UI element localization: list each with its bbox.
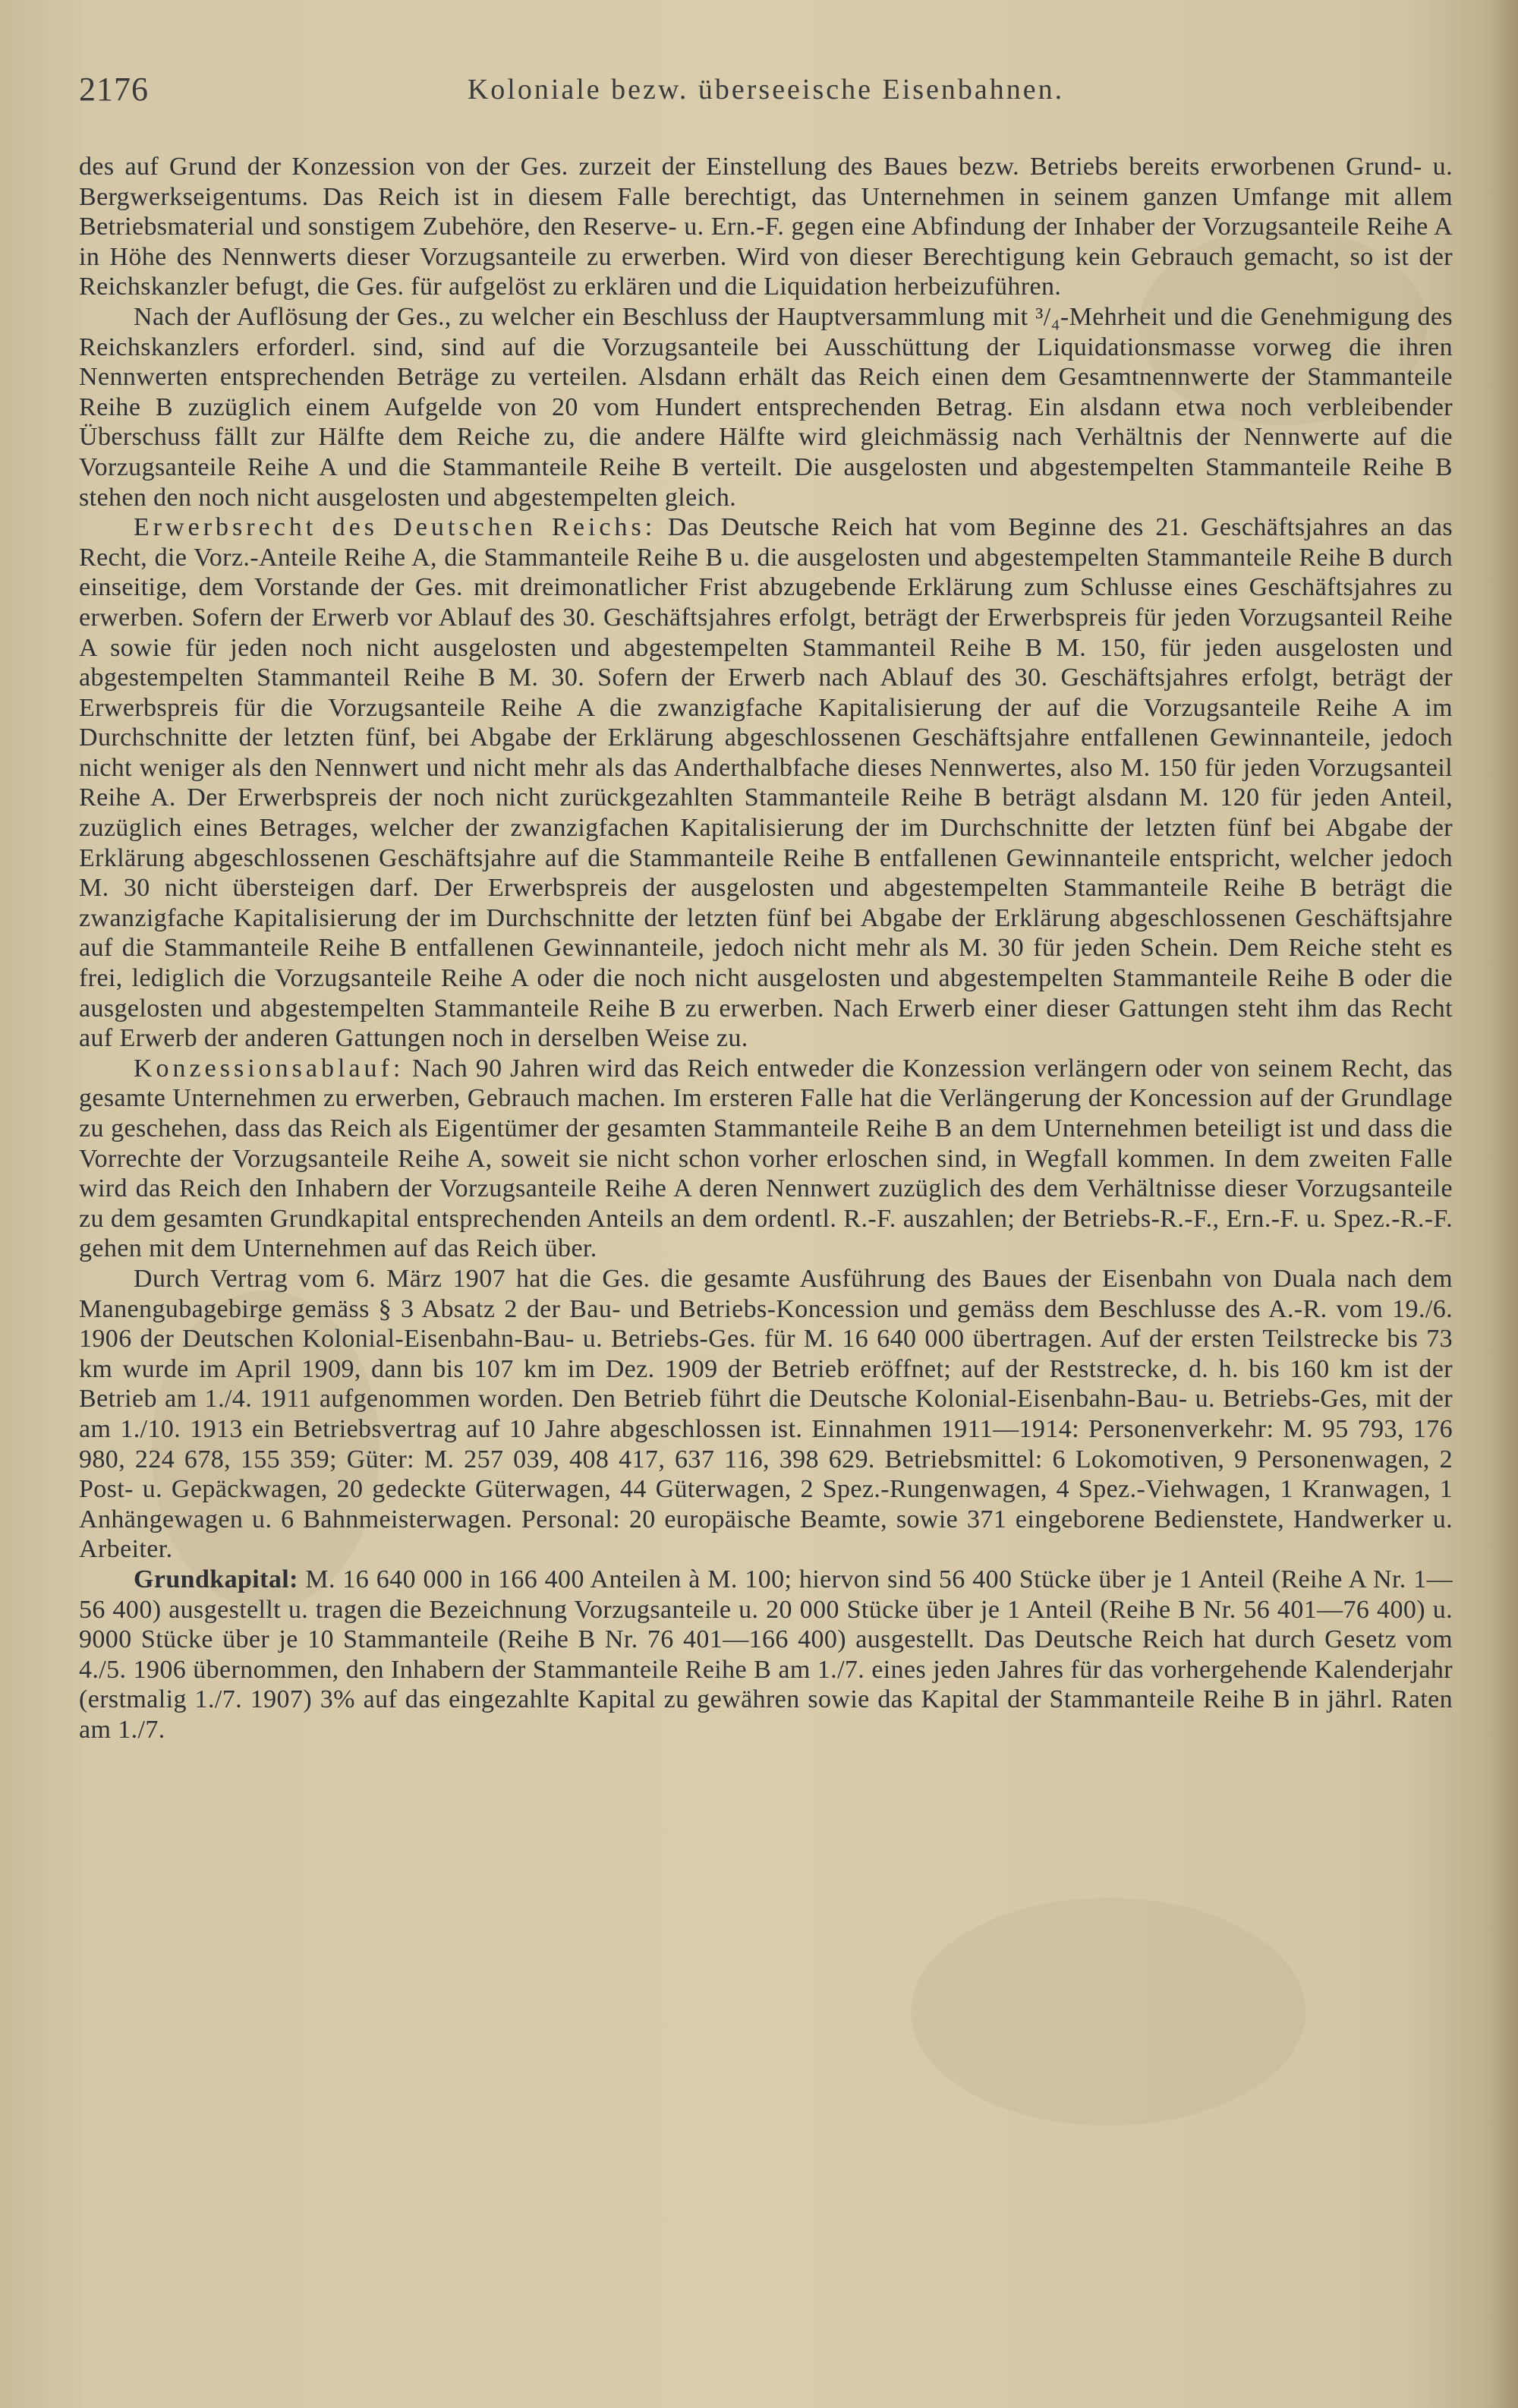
page-number: 2176	[79, 71, 149, 108]
section-heading-erwerbsrecht: Erwerbsrecht des Deutschen Reichs:	[134, 513, 657, 542]
paragraph-4	[79, 1054, 1453, 1264]
paragraph-6	[79, 1565, 1453, 1745]
paragraph-3-text: Das Deutsche Reich hat vom Beginne des 21. Geschäftsjahres an das Recht, die Vorz.-Anteile Reihe A, die Stammanteile Reihe B u. die ausgelosten und abgestempelten Stammanteile Reihe B durch einseitige, dem Vorstande der Ges. mit dreimonatlicher Frist abzugebende Erklärung zum Schlusse eines Geschäftsjahres zu erwerben. Sofern der Erwerb vor Ablauf des 30. Geschäftsjahres erfolgt, beträgt der Erwerbspreis für jeden Vorzugsanteil Reihe A sowie für jeden noch nicht ausgelosten und abgestempelten Stammanteil Reihe B M. 150, für jeden ausgelosten und abgestempelten Stammanteil Reihe B M. 30. Sofern der Erwerb nach Ablauf des 30. Geschäftsjahres erfolgt, beträgt der Erwerbspreis für die Vorzugsanteile Reihe A die zwanzigfache Kapitalisierung der auf die Vorzugsanteile Reihe A im Durchschnitte der letzten fünf, bei Abgabe der Erklärung abgeschlossenen Geschäftsjahre entfallenen Gewinnanteile, jedoch nicht weniger als den Nennwert und nicht mehr als das Anderthalbfache dieses Nennwertes, also M. 150 für jeden Vorzugsanteil Reihe A. Der Erwerbspreis der noch nicht zurückgezahlten Stammanteile Reihe B beträgt alsdann M. 120 für jeden Anteil, zuzüglich eines Betrages, welcher der zwanzigfachen Kapitalisierung der im Durchschnitte der letzten fünf bei Abgabe der Erklärung abgeschlossenen Geschäftsjahre auf die Stammanteile Reihe B entfallenen Gewinnanteile entspricht, welcher jedoch M. 30 nicht übersteigen darf. Der Erwerbspreis der ausgelosten und abgestempelten Stammanteile Reihe B beträgt die zwanzigfache Kapitalisierung der im Durchschnitte der letzten fünf bei Abgabe der Erklärung abgeschlossenen Geschäftsjahre auf die Stammanteile Reihe B entfallenen Gewinnanteile, jedoch nicht mehr als M. 30 für jeden Schein. Dem Reiche steht es frei, lediglich die Vorzugsanteile Reihe A oder die noch nicht ausgelosten und abgestempelten Stammanteile Reihe B oder die ausgelosten und abgestempelten Stammanteile Reihe B zu erwerben. Nach Erwerb einer dieser Gattungen steht ihm das Recht auf Erwerb der anderen Gattungen noch in derselben Weise zu.	[79, 513, 1453, 1053]
page-edge-shadow	[1488, 0, 1518, 2408]
page-header	[79, 70, 1453, 118]
paragraph-4-text: Nach 90 Jahren wird das Reich entweder die Konzession verlängern oder von seinem Recht, das gesamte Unternehmen zu erwerben, Gebrauch machen. Im ersteren Falle hat die Verlängerung der Koncession auf der Grundlage zu geschehen, dass das Reich als Eigentümer der gesamten Stammanteile Reihe B an dem Unternehmen beteiligt ist und dass die Vorrechte der Vorzugsanteile Reihe A, soweit sie nicht schon vorher erloschen sind, in Wegfall kommen. In dem zweiten Falle wird das Reich den Inhabern der Vorzugsanteile Reihe A deren Nennwert zuzüglich des dem Verhältnisse dieser Vorzugsanteile zu dem gesamten Grundkapital entsprechenden Anteils an dem ordentl. R.-F. auszahlen; der Betriebs-R.-F., Ern.-F. u. Spez.-R.-F. gehen mit dem Unternehmen auf das Reich über.	[79, 1054, 1453, 1263]
paragraph-2: Nach der Auflösung der Ges., zu welcher ein Beschluss der Hauptversammlung mit ³/₄-Mehrheit und die Genehmigung des Reichskanzlers erforderl. sind, sind auf die Vorzugsanteile bei Ausschüttung der Liquidationsmasse vorweg die ihren Nennwerten entsprechenden Beträge zu verteilen. Alsdann erhält das Reich einen dem Gesamtnennwerte der Stammanteile Reihe B zuzüglich einem Aufgelde von 20 vom Hundert entsprechenden Betrag. Ein alsdann etwa noch verbleibender Überschuss fällt zur Hälfte dem Reiche zu, die andere Hälfte wird gleichmässig nach Verhältnis der Nennwerte auf die Vorzugsanteile Reihe A und die Stammanteile Reihe B verteilt. Die ausgelosten und abgestempelten Stammanteile Reihe B stehen den noch nicht ausgelosten und abgestempelten gleich.	[79, 302, 1453, 512]
paragraph-6-text: M. 16 640 000 in 166 400 Anteilen à M. 100; hiervon sind 56 400 Stücke über je 1 Anteil (Reihe A Nr. 1—56 400) ausgestellt u. tragen die Bezeichnung Vorzugsanteile u. 20 000 Stücke über je 1 Anteil (Reihe B Nr. 56 401—76 400) u. 9000 Stücke über je 10 Stammanteile (Reihe B Nr. 76 401—166 400) ausgestellt. Das Deutsche Reich hat durch Gesetz vom 4./5. 1906 übernommen, den Inhabern der Stammanteile Reihe B am 1./7. eines jeden Jahres für das vorhergehende Kalenderjahr (erstmalig 1./7. 1907) 3% auf das eingezahlte Kapital zu gewähren sowie das Kapital der Stammanteile Reihe B in jährl. Raten am 1./7.	[79, 1565, 1453, 1744]
paragraph-5: Durch Vertrag vom 6. März 1907 hat die Ges. die gesamte Ausführung des Baues der Eisenbahn von Duala nach dem Manengubagebirge gemäss § 3 Absatz 2 der Bau- und Betriebs-Koncession und gemäss dem Beschlusse des A.-R. vom 19./6. 1906 der Deutschen Kolonial-Eisenbahn-Bau- u. Betriebs-Ges. für M. 16 640 000 übertragen. Auf der ersten Teilstrecke bis 73 km wurde im April 1909, dann bis 107 km im Dez. 1909 der Betrieb eröffnet; auf der Reststrecke, d. h. bis 160 km ist der Betrieb am 1./4. 1911 aufgenommen worden. Den Betrieb führt die Deutsche Kolonial-Eisenbahn-Bau- u. Betriebs-Ges, mit der am 1./10. 1913 ein Betriebsvertrag auf 10 Jahre abgeschlossen ist. Einnahmen 1911—1914: Personenverkehr: M. 95 793, 176 980, 224 678, 155 359; Güter: M. 257 039, 408 417, 637 116, 398 629. Betriebsmittel: 6 Lokomotiven, 9 Personenwagen, 2 Post- u. Gepäckwagen, 20 gedeckte Güterwagen, 44 Güterwagen, 2 Spez.-Rungenwagen, 4 Spez.-Viehwagen, 1 Kranwagen, 1 Anhängewagen u. 6 Bahnmeisterwagen. Personal: 20 europäische Beamte, sowie 371 eingeborene Bedienstete, Handwerker u. Arbeiter.	[79, 1264, 1453, 1564]
running-title: Koloniale bezw. überseeische Eisenbahnen.	[467, 74, 1065, 106]
section-heading-grundkapital: Grundkapital:	[134, 1565, 298, 1593]
paragraph-3	[79, 512, 1453, 1054]
paragraph-1: des auf Grund der Konzession von der Ges. zurzeit der Einstellung des Baues bezw. Betriebs bereits erworbenen Grund- u. Bergwerkseigentums. Das Reich ist in diesem Falle berechtigt, das Unternehmen in seinem ganzen Umfange mit allem Betriebsmaterial und sonstigem Zubehöre, den Reserve- u. Ern.-F. gegen eine Abfindung der Inhaber der Vorzugsanteile Reihe A in Höhe des Nennwerts dieser Vorzugsanteile zu erwerben. Wird von dieser Berechtigung kein Gebrauch gemacht, so ist der Reichskanzler befugt, die Ges. für aufgelöst zu erklären und die Liquidation herbeizuführen.	[79, 153, 1453, 301]
section-heading-konzessionsablauf: Konzessionsablauf:	[134, 1054, 405, 1083]
body-text	[79, 152, 1453, 2376]
